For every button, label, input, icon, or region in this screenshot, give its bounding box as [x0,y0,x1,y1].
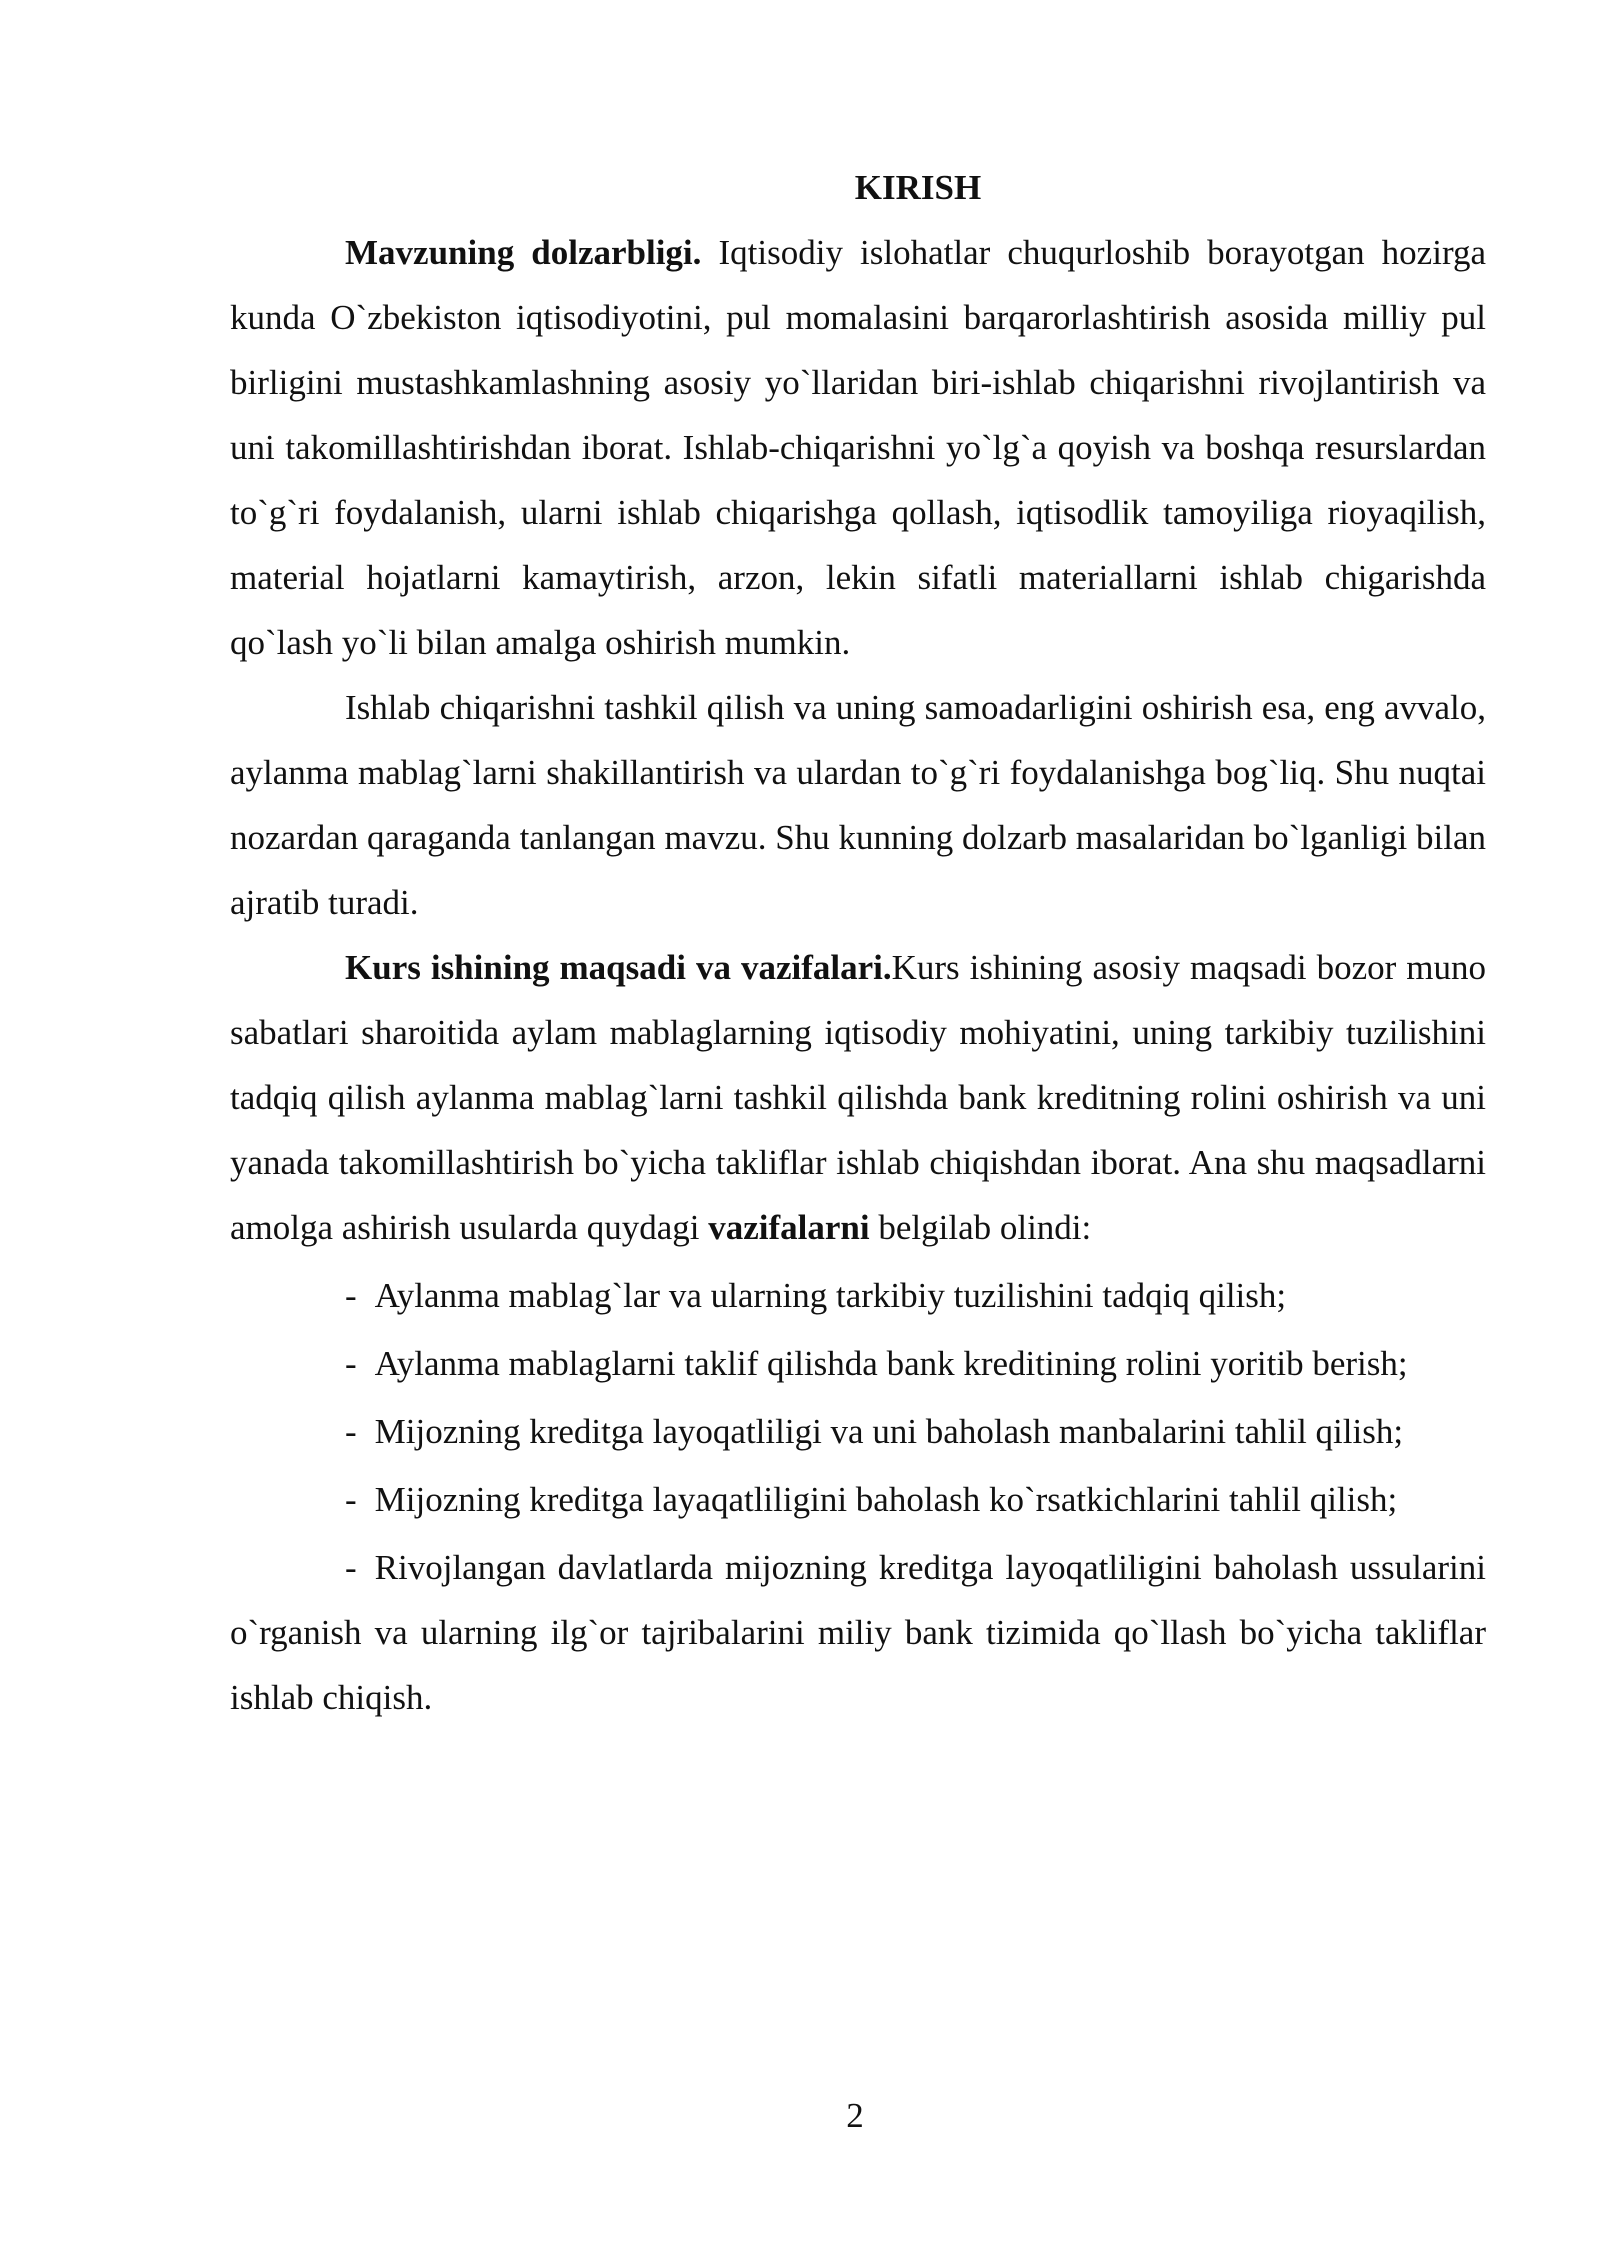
list-item-text: Aylanma mablaglarni taklif qilishda bank kreditining rolini yoritib berish; [374,1344,1408,1383]
list-item-text: Aylanma mablag`lar va ularning tarkibiy tuzilishini tadqiq qilish; [374,1276,1287,1315]
list-dash: - [345,1548,357,1587]
list-item-text: Mijozning kreditga layaqatliligini baholash ko`rsatkichlarini tahlil qilish; [374,1480,1398,1519]
text-goals-after: belgilab olindi: [869,1208,1092,1247]
list-item-text: Mijozning kreditga layoqatliligi va uni baholash manbalarini tahlil qilish; [374,1412,1404,1451]
heading-goals: Kurs ishining maqsadi va vazifalari. [345,948,892,987]
heading-relevance: Mavzuning dolzarbligi. [345,233,702,272]
list-dash: - [345,1480,357,1519]
text-goals-before: Kurs ishining asosiy maqsadi bozor muno sabatlari sharoitida aylam mablaglarning iqtisodiy mohiyatini, uning tarkibiy tuzilishini tadqiq qilish aylanma mablag`larni tashkil qilishda bank kreditning rolini oshirish va uni yanada takomillashtirish bo`yicha takliflar ishlab chiqishdan iborat. Ana shu maqsadlarni amolga ashirish usularda quydagi [230,948,1486,1247]
list-item [230,1263,1486,1328]
paragraph-organization [230,675,1486,935]
list-item [230,1535,1486,1730]
list-dash: - [345,1412,357,1451]
paragraph-goals [230,935,1486,1260]
list-item [230,1467,1486,1532]
task-list [230,1263,1486,1730]
list-item [230,1399,1486,1464]
text-organization: Ishlab chiqarishni tashkil qilish va uning samoadarligini oshirish esa, eng avvalo, aylanma mablag`larni shakillantirish va ulardan to`g`ri foydalanishga bog`liq. Shu nuqtai nozardan qaraganda tanlangan mavzu. Shu kunning dolzarb masalaridan bo`lganligi bilan ajratib turadi. [230,688,1486,922]
page-title: KIRISH [854,168,982,207]
list-item-text: Rivojlangan davlatlarda mijozning kreditga layoqatliligini baholash ussularini o`rganish va ularning ilg`or tajribalarini miliy bank tizimida qo`llash bo`yicha takliflar ishlab chiqish. [230,1548,1486,1717]
list-item [230,1331,1486,1396]
paragraph-relevance [230,220,1486,675]
text-goals-bold: vazifalarni [708,1208,870,1247]
list-dash: - [345,1344,357,1383]
page-number: 2 [846,2096,864,2135]
text-relevance: Iqtisodiy islohatlar chuqurloshib borayotgan hozirga kunda O`zbekiston iqtisodiyotini, pul momalasini barqarorlashtirish asosida milliy pul birligini mustashkamlashning asosiy yo`llaridan biri-ishlab chiqarishni rivojlantirish va uni takomillashtirishdan iborat. Ishlab-chiqarishni yo`lg`a qoyish va boshqa resurslardan to`g`ri foydalanish, ularni ishlab chiqarishga qollash, iqtisodlik tamoyiliga rioyaqilish, material hojatlarni kamaytirish, arzon, lekin sifatli materiallarni ishlab chigarishda qo`lash yo`li bilan amalga oshirish mumkin. [230,233,1487,662]
list-dash: - [345,1276,357,1315]
page-content [230,155,1486,1730]
